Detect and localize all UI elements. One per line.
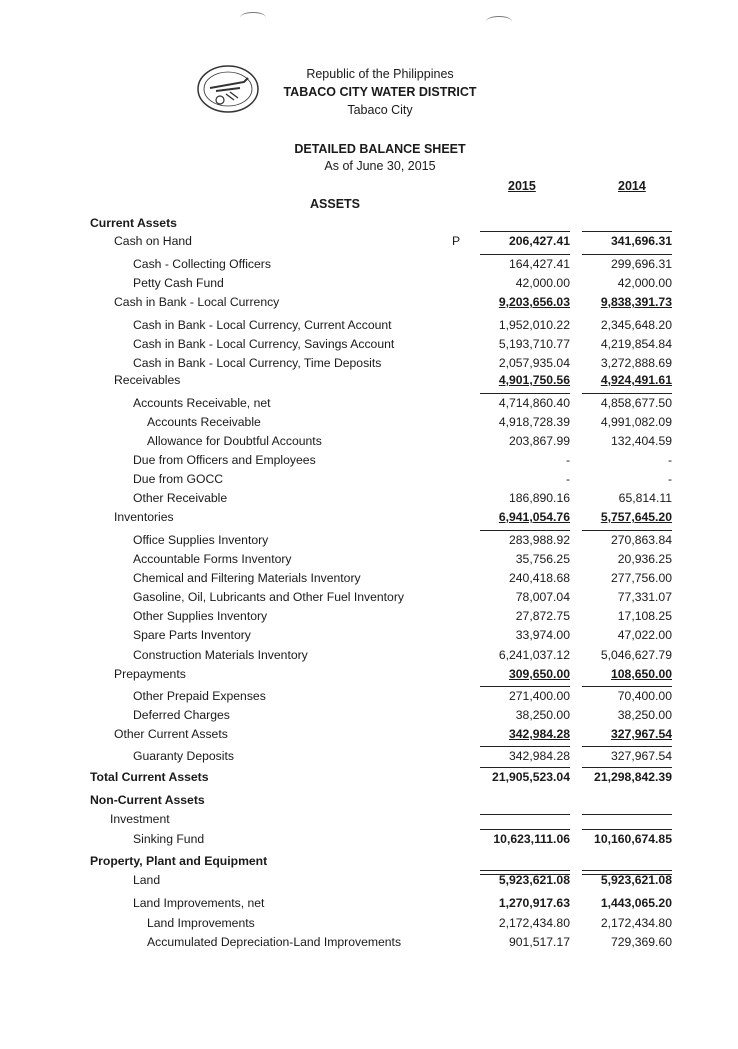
scan-mark: [486, 16, 512, 27]
rule-line: [480, 254, 570, 255]
value-2015: 203,867.99: [509, 434, 570, 448]
table-row: [0, 254, 738, 273]
value-2015: 42,000.00: [515, 276, 570, 290]
row-label: Property, Plant and Equipment: [90, 854, 268, 868]
table-row: [0, 231, 738, 250]
republic-line: Republic of the Philippines: [306, 67, 454, 81]
value-2015: 35,756.25: [515, 552, 570, 566]
table-row: [0, 292, 738, 311]
value-2015: 309,650.00: [509, 667, 570, 681]
rule-line: [480, 870, 570, 871]
value-2014: 4,924,491.61: [600, 373, 672, 387]
value-2015: 27,872.75: [515, 609, 570, 623]
table-row: [0, 273, 738, 292]
row-label: Other Supplies Inventory: [133, 609, 268, 623]
value-2014: 2,172,434.80: [600, 916, 672, 930]
row-label: Inventories: [114, 510, 174, 524]
value-2015: 342,984.28: [509, 727, 570, 741]
value-2014: 9,838,391.73: [600, 295, 672, 309]
row-label: Investment: [110, 812, 170, 826]
rule-line: [480, 530, 570, 531]
value-2014: 70,400.00: [617, 689, 672, 703]
table-row: [0, 334, 738, 353]
value-2014: 327,967.54: [611, 727, 672, 741]
row-label: Due from Officers and Employees: [133, 453, 316, 467]
value-2015: 283,988.92: [509, 533, 570, 547]
table-row: [0, 625, 738, 644]
value-2014: -: [667, 472, 672, 486]
row-label: Accounts Receivable, net: [133, 396, 271, 410]
value-2014: 3,272,888.69: [600, 356, 672, 370]
row-label: Cash on Hand: [114, 234, 192, 248]
row-label: Cash in Bank - Local Currency, Current Account: [133, 318, 392, 332]
rule-line: [582, 829, 672, 830]
table-row: [0, 913, 738, 932]
table-row: [0, 932, 738, 951]
rule-line: [582, 767, 672, 768]
row-label: Gasoline, Oil, Lubricants and Other Fuel Inventory: [133, 590, 404, 604]
value-2014: 20,936.25: [617, 552, 672, 566]
value-2014: 4,991,082.09: [600, 415, 672, 429]
value-2015: 901,517.17: [509, 935, 570, 949]
value-2015: 5,193,710.77: [498, 337, 570, 351]
value-2014: 21,298,842.39: [594, 770, 672, 784]
value-2015: 10,623,111.06: [493, 832, 570, 846]
table-row: [0, 870, 738, 889]
rule-line: [480, 393, 570, 394]
value-2014: 277,756.00: [611, 571, 672, 585]
value-2014: 5,046,627.79: [600, 648, 672, 662]
table-row: [0, 568, 738, 587]
value-2015: 186,890.16: [509, 491, 570, 505]
row-label: Spare Parts Inventory: [133, 628, 251, 642]
row-label: Prepayments: [114, 667, 186, 681]
table-row: [0, 851, 738, 870]
row-label: Chemical and Filtering Materials Inventory: [133, 571, 361, 585]
row-label: Other Current Assets: [114, 727, 228, 741]
row-label: Receivables: [114, 373, 181, 387]
value-2014: 42,000.00: [617, 276, 672, 290]
rule-line: [582, 393, 672, 394]
row-label: Land: [133, 873, 161, 887]
value-2015: 206,427.41: [509, 234, 570, 248]
value-2015: 2,172,434.80: [498, 916, 570, 930]
rule-line: [582, 874, 672, 875]
value-2014: 65,814.11: [618, 491, 672, 505]
row-label: Sinking Fund: [133, 832, 205, 846]
rule-line: [480, 814, 570, 815]
value-2015: -: [565, 472, 570, 486]
rule-line: [480, 231, 570, 232]
row-label: Due from GOCC: [133, 472, 224, 486]
value-2015: 4,918,728.39: [498, 415, 570, 429]
row-label: Accountable Forms Inventory: [133, 552, 292, 566]
value-2015: 6,941,054.76: [498, 510, 570, 524]
rule-line: [582, 231, 672, 232]
rule-line: [480, 767, 570, 768]
value-2015: -: [565, 453, 570, 467]
value-2014: 10,160,674.85: [594, 832, 672, 846]
row-label: Cash in Bank - Local Currency: [114, 295, 280, 309]
value-2015: 9,203,656.03: [498, 295, 570, 309]
value-2014: 5,757,645.20: [600, 510, 672, 524]
table-row: [0, 315, 738, 334]
table-row: [0, 469, 738, 488]
table-row: [0, 549, 738, 568]
row-label: Deferred Charges: [133, 708, 230, 722]
table-row: [0, 393, 738, 412]
rule-line: [582, 254, 672, 255]
value-2015: 1,270,917.63: [498, 896, 570, 910]
table-row: [0, 645, 738, 664]
row-label: Land Improvements: [147, 916, 255, 930]
value-2015: 78,007.04: [515, 590, 570, 604]
value-2014: 4,858,677.50: [600, 396, 672, 410]
value-2014: 5,923,621.08: [600, 873, 672, 887]
value-2014: 38,250.00: [617, 708, 672, 722]
table-row: [0, 412, 738, 431]
table-row: [0, 724, 738, 743]
row-label: Cash in Bank - Local Currency, Time Deposits: [133, 356, 382, 370]
scan-mark: [240, 12, 266, 23]
column-header-2014: 2014: [618, 179, 646, 193]
table-row: [0, 664, 738, 683]
table-row: [0, 705, 738, 724]
agency-name: TABACO CITY WATER DISTRICT: [283, 85, 477, 99]
row-label: Accumulated Depreciation-Land Improvements: [147, 935, 402, 949]
column-header-2015: 2015: [508, 179, 536, 193]
rule-line: [480, 686, 570, 687]
value-2014: 77,331.07: [617, 590, 672, 604]
value-2014: 341,696.31: [611, 234, 672, 248]
row-label: Non-Current Assets: [90, 793, 205, 807]
rule-line: [480, 746, 570, 747]
row-label: Petty Cash Fund: [133, 276, 224, 290]
table-row: [0, 893, 738, 912]
rule-line: [582, 686, 672, 687]
table-row: [0, 829, 738, 848]
value-2014: 4,219,854.84: [600, 337, 672, 351]
table-row: [0, 587, 738, 606]
value-2014: 2,345,648.20: [600, 318, 672, 332]
rule-line: [582, 746, 672, 747]
value-2014: 299,696.31: [611, 257, 672, 271]
value-2014: 1,443,065.20: [600, 896, 672, 910]
currency-symbol: P: [452, 234, 461, 248]
value-2014: 327,967.54: [611, 749, 672, 763]
rule-line: [582, 530, 672, 531]
value-2014: 17,108.25: [617, 609, 672, 623]
value-2014: 132,404.59: [611, 434, 672, 448]
value-2015: 342,984.28: [509, 749, 570, 763]
table-row: [0, 767, 738, 786]
value-2015: 4,714,860.40: [498, 396, 570, 410]
value-2015: 38,250.00: [515, 708, 570, 722]
rule-line: [480, 874, 570, 875]
table-row: [0, 746, 738, 765]
value-2015: 271,400.00: [509, 689, 570, 703]
table-row: [0, 488, 738, 507]
table-row: [0, 450, 738, 469]
row-label: Construction Materials Inventory: [133, 648, 308, 662]
value-2015: 164,427.41: [509, 257, 570, 271]
table-row: [0, 686, 738, 705]
row-label: Other Receivable: [133, 491, 228, 505]
table-row: [0, 431, 738, 450]
value-2015: 5,923,621.08: [498, 873, 570, 887]
table-row: [0, 790, 738, 809]
rule-line: [582, 814, 672, 815]
row-label: Accounts Receivable: [147, 415, 261, 429]
value-2015: 240,418.68: [509, 571, 570, 585]
table-row: [0, 370, 738, 389]
value-2015: 21,905,523.04: [492, 770, 570, 784]
value-2015: 1,952,010.22: [498, 318, 570, 332]
row-label: Cash in Bank - Local Currency, Savings Account: [133, 337, 395, 351]
row-label: Total Current Assets: [90, 770, 209, 784]
value-2015: 33,974.00: [515, 628, 570, 642]
report-title: DETAILED BALANCE SHEET: [294, 142, 466, 156]
value-2014: 47,022.00: [617, 628, 672, 642]
row-label: Other Prepaid Expenses: [133, 689, 266, 703]
row-label: Allowance for Doubtful Accounts: [147, 434, 322, 448]
row-label: Guaranty Deposits: [133, 749, 234, 763]
section-title-assets: ASSETS: [310, 197, 361, 211]
city-name: Tabaco City: [347, 103, 413, 117]
row-label: Land Improvements, net: [133, 896, 265, 910]
row-label: Current Assets: [90, 216, 177, 230]
table-row: [0, 507, 738, 526]
table-row: [0, 606, 738, 625]
table-row: [0, 530, 738, 549]
value-2014: 729,369.60: [611, 935, 672, 949]
value-2014: 108,650.00: [611, 667, 672, 681]
table-row: [0, 213, 738, 232]
rule-line: [582, 870, 672, 871]
value-2015: 4,901,750.56: [498, 373, 570, 387]
value-2014: -: [667, 453, 672, 467]
value-2014: 270,863.84: [611, 533, 672, 547]
value-2015: 2,057,935.04: [498, 356, 570, 370]
value-2015: 6,241,037.12: [498, 648, 570, 662]
table-row: [0, 809, 738, 828]
report-date: As of June 30, 2015: [324, 159, 436, 173]
row-label: Office Supplies Inventory: [133, 533, 269, 547]
row-label: Cash - Collecting Officers: [133, 257, 271, 271]
rule-line: [480, 829, 570, 830]
